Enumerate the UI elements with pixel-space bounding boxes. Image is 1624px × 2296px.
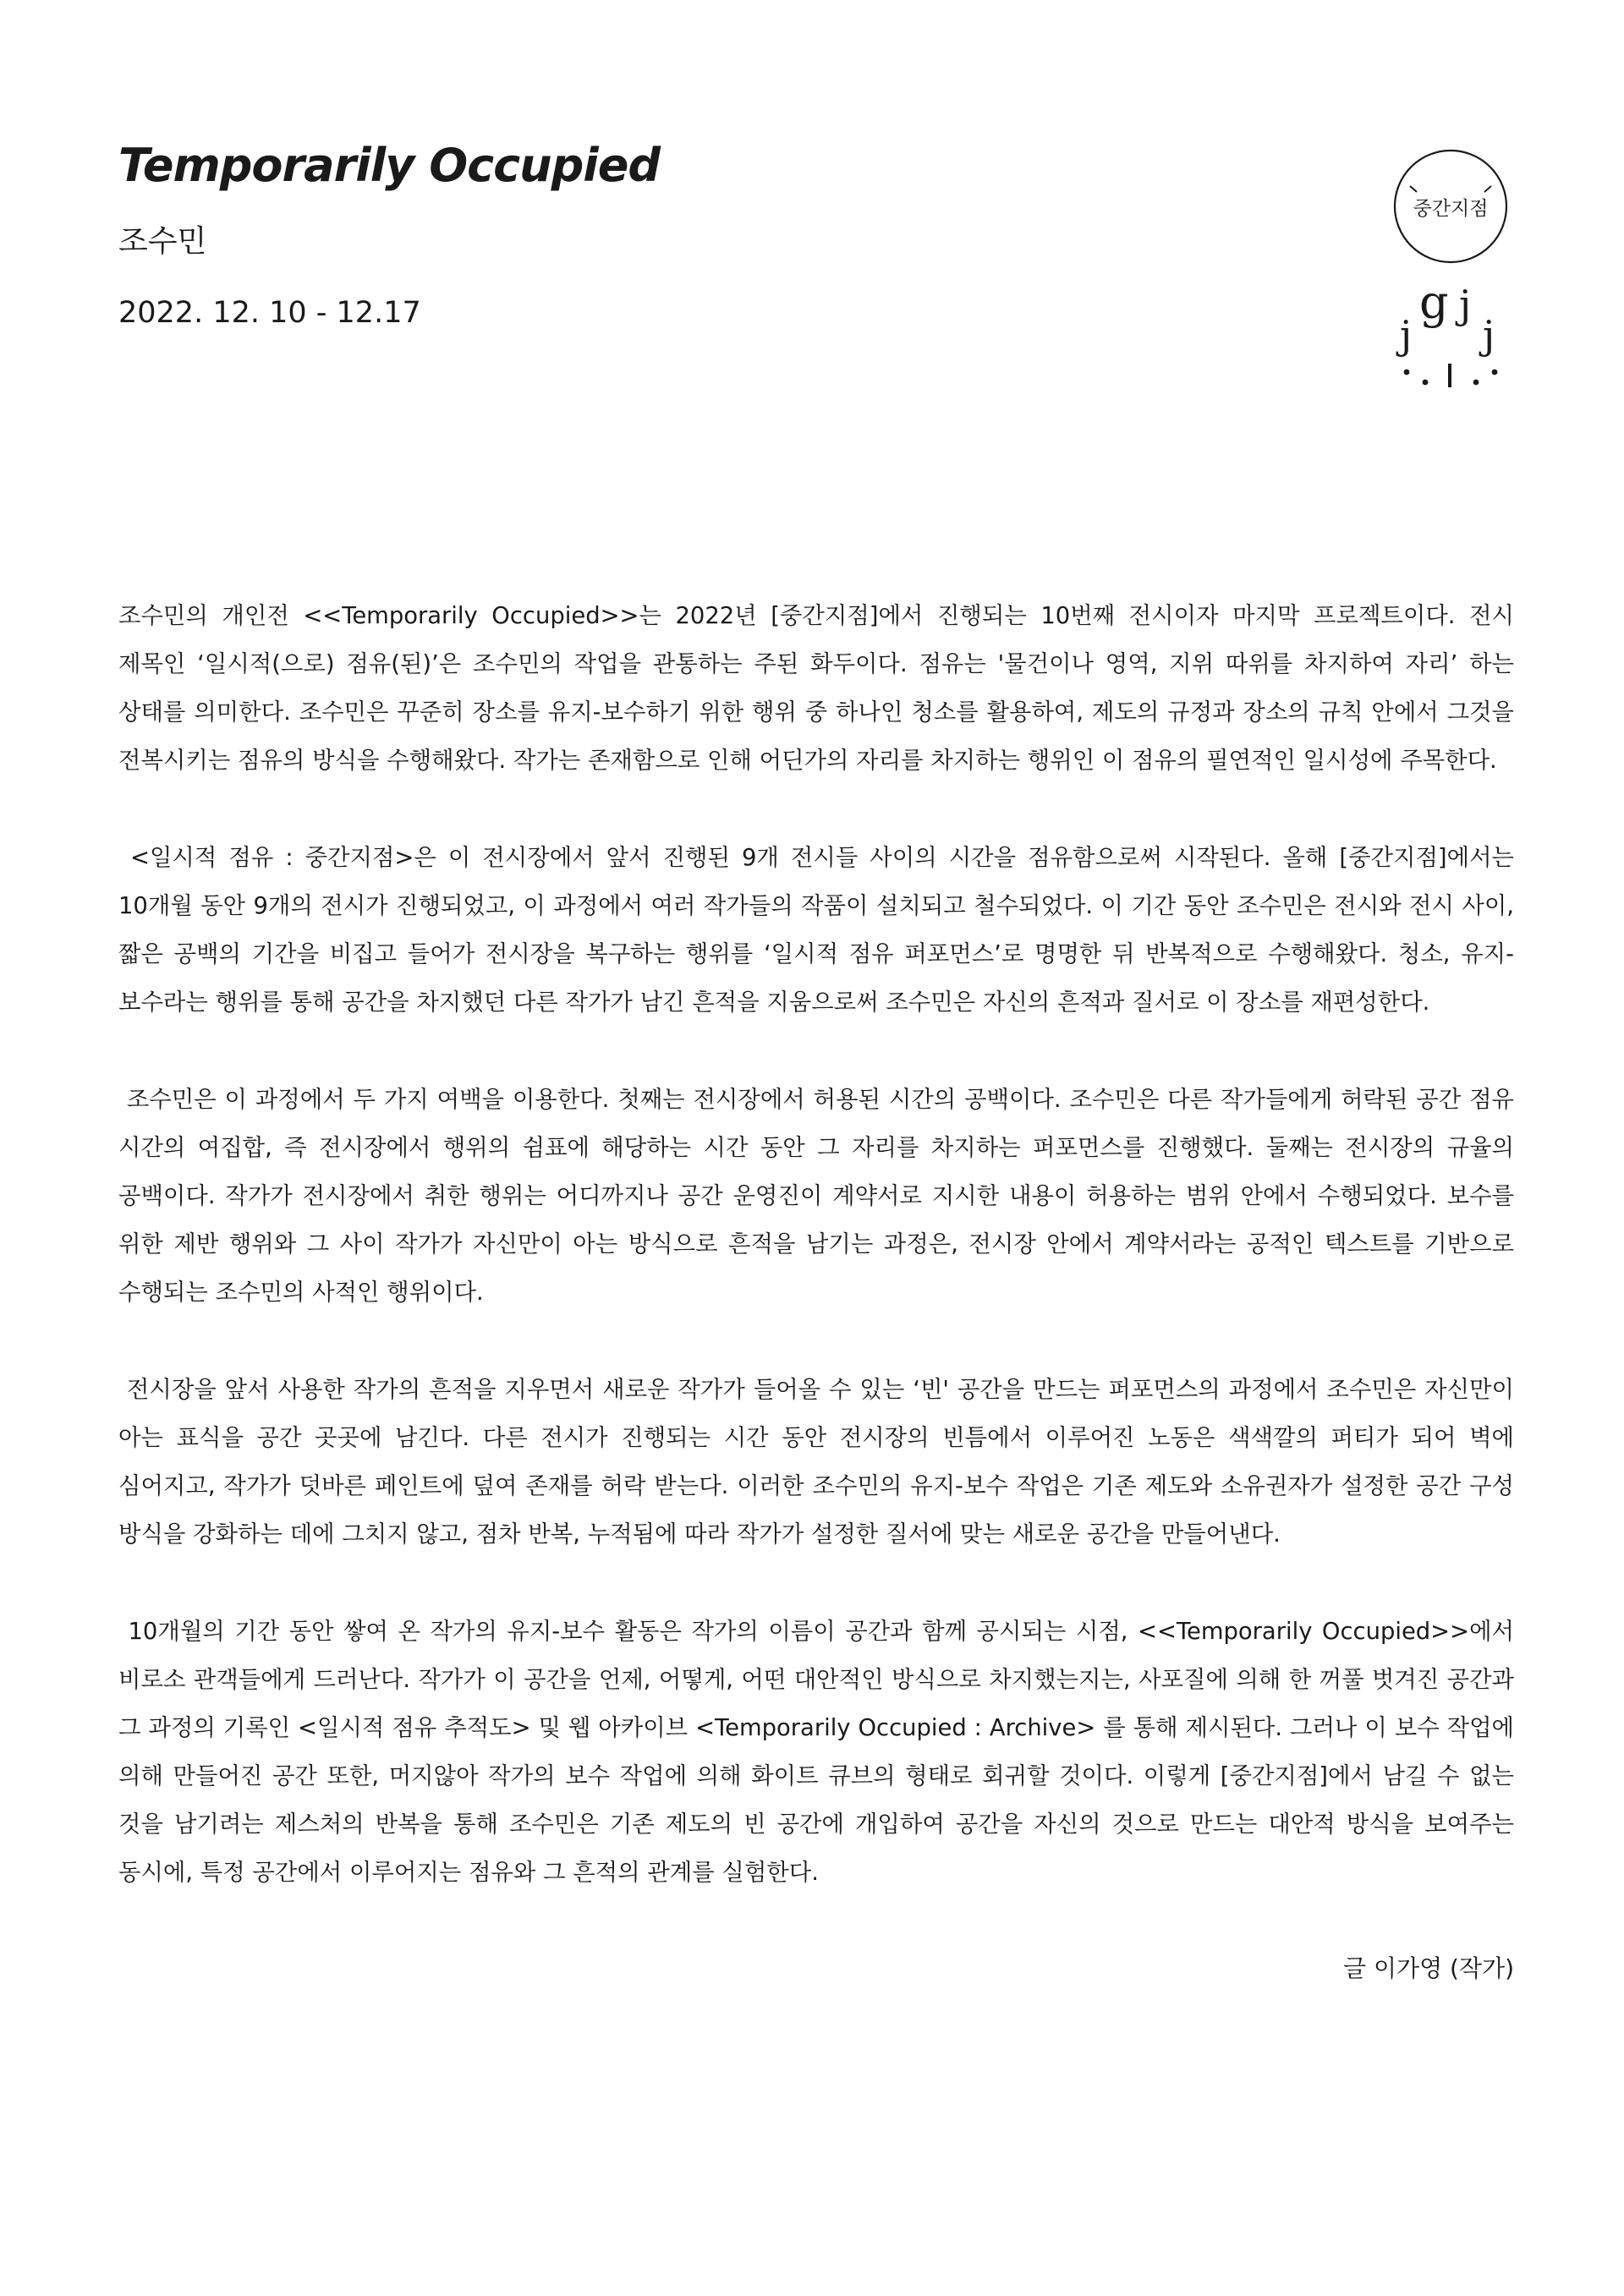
logo-mark — [1391, 149, 1510, 403]
logo-dot-1 — [1404, 370, 1410, 375]
author-credit: 글 이가영 (작가) — [1343, 1954, 1514, 1982]
exhibition-essay — [118, 592, 1514, 1946]
logo-tick-left — [1410, 186, 1417, 192]
gallery-logo — [1391, 149, 1510, 403]
exhibition-date: 2022. 12. 10 - 12.17 — [118, 296, 421, 330]
artist-name: 조수민 — [118, 224, 207, 259]
exhibition-title: Temporarily Occupied — [118, 139, 661, 192]
logo-bar — [1448, 364, 1451, 387]
logo-letter-j1: j — [1400, 312, 1413, 358]
logo-tick-right — [1484, 186, 1491, 192]
essay-paragraph-1: 조수민의 개인전 <<Temporarily Occupied>>는 2022년 [중간지점]에서 진행되는 10번째 전시이자 마지막 프로젝트이다. 전시 제목인 ‘일시적(으로) 점유(된)’은 조수민의 작업을 관통하는 주된 화두이다. 점유는 '물건이나 영역, 지위 따위를 차지하여 자리’ 하는 상태를 의미한다. 조수민은 꾸준히 장소를 유지-보수하기 위한 행위 중 하나인 청소를 활용하여, 제도의 규정과 장소의 규칙 안에서 그것을 전복시키는 점유의 방식을 수행해왔다. 작가는 존재함으로 인해 어딘가의 자리를 차지하는 행위인 이 점유의 필연적인 일시성에 주목한다. — [118, 603, 1514, 774]
logo-dot-2 — [1423, 380, 1429, 386]
essay-paragraph-2: <일시적 점유 : 중간지점>은 이 전시장에서 앞서 진행된 9개 전시들 사이의 시간을 점유함으로써 시작된다. 올해 [중간지점]에서는 10개월 동안 9개의 전시가 진행되었고, 이 과정에서 여러 작가들의 작품이 설치되고 철수되었다. 이 기간 동안 조수민은 전시와 전시 사이, 짧은 공백의 기간을 비집고 들어가 전시장을 복구하는 행위를 ‘일시적 점유 퍼포먼스’로 명명한 뒤 반복적으로 수행해왔다. 청소, 유지-보수라는 행위를 통해 공간을 차지했던 다른 작가가 남긴 흔적을 지움으로써 조수민은 자신의 흔적과 질서로 이 장소를 재편성한다. — [118, 845, 1514, 1016]
logo-letter-g: g — [1419, 276, 1449, 329]
logo-circle-text: 중간지점 — [1413, 198, 1489, 220]
header — [118, 135, 1133, 333]
essay-paragraph-3: 조수민은 이 과정에서 두 가지 여백을 이용한다. 첫째는 전시장에서 허용된 시간의 공백이다. 조수민은 다른 작가들에게 허락된 공간 점유 시간의 여집합, 즉 전시장에서 행위의 쉼표에 해당하는 시간 동안 그 자리를 차지하는 퍼포먼스를 진행했다. 둘째는 전시장의 규율의 공백이다. 작가가 전시장에서 취한 행위는 어디까지나 공간 운영진이 계약서로 지시한 내용이 허용하는 범위 안에서 수행되었다. 보수를 위한 제반 행위와 그 사이 작가가 자신만이 아는 방식으로 흔적을 남기는 과정은, 전시장 안에서 계약서라는 공적인 텍스트를 기반으로 수행되는 조수민의 사적인 행위이다. — [118, 1087, 1514, 1306]
essay-paragraph-4: 전시장을 앞서 사용한 작가의 흔적을 지우면서 새로운 작가가 들어올 수 있는 ‘빈' 공간을 만드는 퍼포먼스의 과정에서 조수민은 자신만이 아는 표식을 공간 곳곳에 남긴다. 다른 전시가 진행되는 시간 동안 전시장의 빈틈에서 이루어진 노동은 색색깔의 퍼티가 되어 벽에 심어지고, 작가가 덧바른 페인트에 덮여 존재를 허락 받는다. 이러한 조수민의 유지-보수 작업은 기존 제도와 소유권자가 설정한 공간 구성 방식을 강화하는 데에 그치지 않고, 점차 반복, 누적됨에 따라 작가가 설정한 질서에 맞는 새로운 공간을 만들어낸다. — [118, 1377, 1514, 1548]
logo-dot-3 — [1473, 380, 1479, 386]
logo-dot-4 — [1492, 370, 1498, 375]
logo-letter-j3: j — [1483, 312, 1495, 358]
essay-paragraph-5: 10개월의 기간 동안 쌓여 온 작가의 유지-보수 활동은 작가의 이름이 공간과 함께 공시되는 시점, <<Temporarily Occupied>>에서 비로소 관객들에게 드러난다. 작가가 이 공간을 언제, 어떻게, 어떤 대안적인 방식으로 차지했는지는, 사포질에 의해 한 꺼풀 벗겨진 공간과 그 과정의 기록인 <일시적 점유 추적도> 및 웹 아카이브 <Temporarily Occupied : Archive> 를 통해 제시된다. 그러나 이 보수 작업에 의해 만들어진 공간 또한, 머지않아 작가의 보수 작업에 의해 화이트 큐브의 형태로 회귀할 것이다. 이렇게 [중간지점]에서 남길 수 없는 것을 남기려는 제스처의 반복을 통해 조수민은 기존 제도의 빈 공간에 개입하여 공간을 자신의 것으로 만드는 대안적 방식을 보여주는 동시에, 특정 공간에서 이루어지는 점유와 그 흔적의 관계를 실험한다. — [118, 1619, 1514, 1886]
logo-letter-j2: j — [1459, 282, 1472, 327]
